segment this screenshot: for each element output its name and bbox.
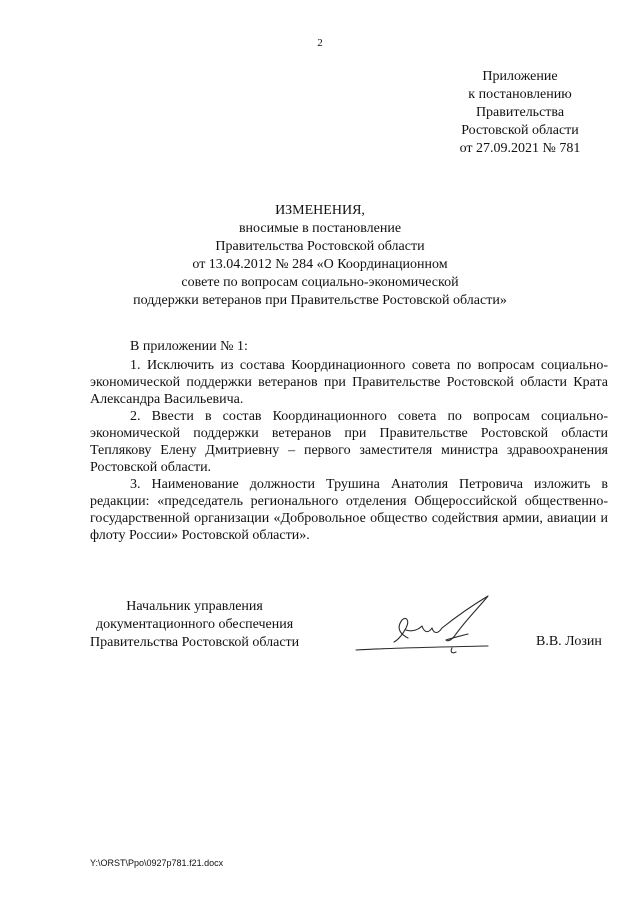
document-title (0, 202, 640, 310)
body-item-1: 1. Исключить из состава Координационного совета по вопросам социально-экономической поддержки ветеранов при Правительстве Ростовской области Крата Александра Васильевича. (90, 358, 608, 407)
title-heading: ИЗМЕНЕНИЯ, (275, 203, 365, 218)
signatory-line: документационного обеспечения (95, 617, 294, 632)
annex-line: к постановлению (468, 87, 572, 102)
handwritten-signature (348, 590, 508, 660)
title-line: Правительства Ростовской области (215, 239, 425, 254)
body-intro: В приложении № 1: (130, 339, 248, 354)
title-line: поддержки ветеранов при Правительстве Ростовской области» (133, 293, 507, 308)
page-number: 2 (317, 37, 323, 49)
signer-name: В.В. Лозин (536, 634, 602, 649)
annex-line: от 27.09.2021 № 781 (459, 141, 581, 156)
body-item-3: 3. Наименование должности Трушина Анатолия Петровича изложить в редакции: «председатель регионального отделения Общероссийской общественно-государственной организации «Добровольное общество содействия армии, авиации и флоту России» Ростовской области». (90, 477, 608, 543)
annex-line: Ростовской области (461, 123, 579, 138)
annex-line: Приложение (482, 69, 558, 84)
title-line: вносимые в постановление (238, 221, 402, 236)
annex-header (440, 68, 600, 158)
title-line: совете по вопросам социально-экономической (181, 275, 459, 290)
title-line: от 13.04.2012 № 284 «О Координационном (192, 257, 448, 272)
body-item-2: 2. Ввести в состав Координационного совета по вопросам социально-экономической поддержки ветеранов при Правительстве Ростовской области Теплякову Елену Дмитриевну – первого заместителя министра здравоохранения Ростовской области. (90, 409, 608, 475)
signatory-line: Правительства Ростовской области (90, 635, 300, 650)
document-body (90, 338, 608, 544)
file-path: Y:\ORST\Ppo\0927p781.f21.docx (90, 858, 224, 868)
signatory-line: Начальник управления (126, 599, 263, 614)
annex-line: Правительства (475, 105, 565, 120)
signatory-position (90, 598, 299, 652)
